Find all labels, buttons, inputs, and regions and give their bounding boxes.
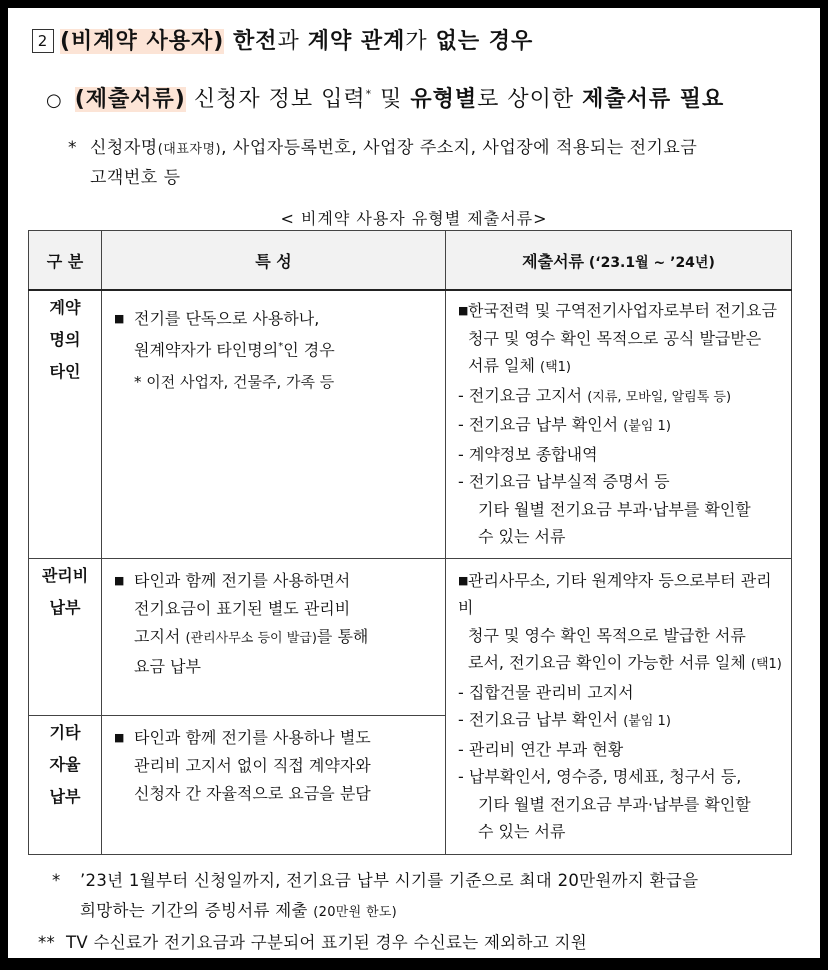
documents-table — [28, 230, 792, 855]
documents-cell: ■관리사무소, 기타 원계약자 등으로부터 관리비 청구 및 영수 확인 목적으로 발급한 서류 로서, 전기요금 확인이 가능한 서류 일체 (택1) - 집합건물 관리비 고지서 - 전기요금 납부 확인서 (붙임 1) - 관리비 연간 부과 현황 - 납부확인서, 영수증, 명세표, 청구서 등, 기타 월별 전기요금 부과·납부를 확인할 수 있는 서류 — [446, 558, 792, 854]
category-cell: 관리비 납부 — [29, 558, 102, 715]
circle-bullet-icon: ○ — [46, 90, 63, 111]
sub-text-1: 신청자 정보 입력 — [185, 87, 366, 112]
section-number-box: 2 — [32, 29, 54, 53]
sub-highlight: (제출서류) — [74, 87, 186, 112]
heading-text-5: 없는 경우 — [435, 29, 534, 54]
table-row — [29, 558, 792, 715]
heading-text-1: 한전 — [224, 29, 278, 54]
feature-cell: ■ 전기를 단독으로 사용하나, 원계약자가 타인명의*인 경우 * 이전 사업자, 건물주, 가족 등 — [102, 290, 446, 558]
document-page — [8, 8, 820, 958]
heading-highlight: (비계약 사용자) — [60, 29, 225, 54]
sub-bold-2: 제출서류 필요 — [582, 87, 725, 112]
category-cell: 계약 명의 타인 — [29, 290, 102, 558]
feature-cell: ■ 타인과 함께 전기를 사용하나 별도 관리비 고지서 없이 직접 계약자와 신청자 간 자율적으로 요금을 분담 — [102, 715, 446, 854]
sub-text-2: 및 — [372, 87, 411, 112]
footnotes — [38, 866, 812, 958]
sub-bold-1: 유형별 — [410, 87, 478, 112]
applicant-info-note — [68, 134, 798, 193]
square-bullet-icon: ■ — [114, 312, 125, 325]
footnote-2: ** TV 수신료가 전기요금과 구분되어 표기된 경우 수신료는 제외하고 지원 — [38, 933, 588, 952]
square-bullet-icon: ■ — [458, 573, 469, 587]
table-header-row — [29, 231, 792, 291]
sub-sup: * — [365, 87, 373, 101]
section-heading — [32, 24, 533, 55]
header-category: 구 분 — [29, 231, 102, 291]
square-bullet-icon: ■ — [114, 730, 125, 744]
feature-cell: ■ 타인과 함께 전기를 사용하면서 전기요금이 표기된 별도 관리비 고지서 (관리사무소 등이 발급)를 통해 요금 납부 — [102, 558, 446, 715]
header-feature: 특 성 — [102, 231, 446, 291]
heading-text-2: 과 — [277, 29, 308, 54]
table-caption: < 비계약 사용자 유형별 제출서류> — [280, 209, 548, 228]
sub-text-3: 로 상이한 — [477, 87, 583, 112]
square-bullet-icon: ■ — [458, 304, 469, 317]
table-row — [29, 290, 792, 558]
heading-text-3: 계약 관계 — [307, 29, 406, 54]
heading-text-4: 가 — [405, 29, 436, 54]
sub-heading — [46, 82, 724, 113]
header-documents: 제출서류 (‘23.1월 ~ ’24년) — [446, 231, 792, 291]
documents-cell: ■한국전력 및 구역전기사업자로부터 전기요금 청구 및 영수 확인 목적으로 공식 발급받은 서류 일체 (택1) - 전기요금 고지서 (지류, 모바일, 알림톡 등) - 전기요금 납부 확인서 (붙임 1) - 계약정보 종합내역 - 전기요금 납부실적 증명서 등 기타 월별 전기요금 부과·납부를 확인할 수 있는 서류 — [446, 290, 792, 558]
note-line-2: 고객번호 등 — [90, 168, 181, 188]
square-bullet-icon: ■ — [114, 573, 125, 587]
note-line-1: 신청자명(대표자명), 사업자등록번호, 사업장 주소지, 사업장에 적용되는 전기요금 — [90, 138, 698, 158]
category-cell: 기타 자율 납부 — [29, 715, 102, 854]
note-star: * — [68, 138, 77, 158]
footnote-1: * ’23년 1월부터 신청일까지, 전기요금 납부 시기를 기준으로 최대 20만원까지 환급을 희망하는 기간의 증빙서류 제출 (20만원 한도) — [52, 871, 699, 920]
